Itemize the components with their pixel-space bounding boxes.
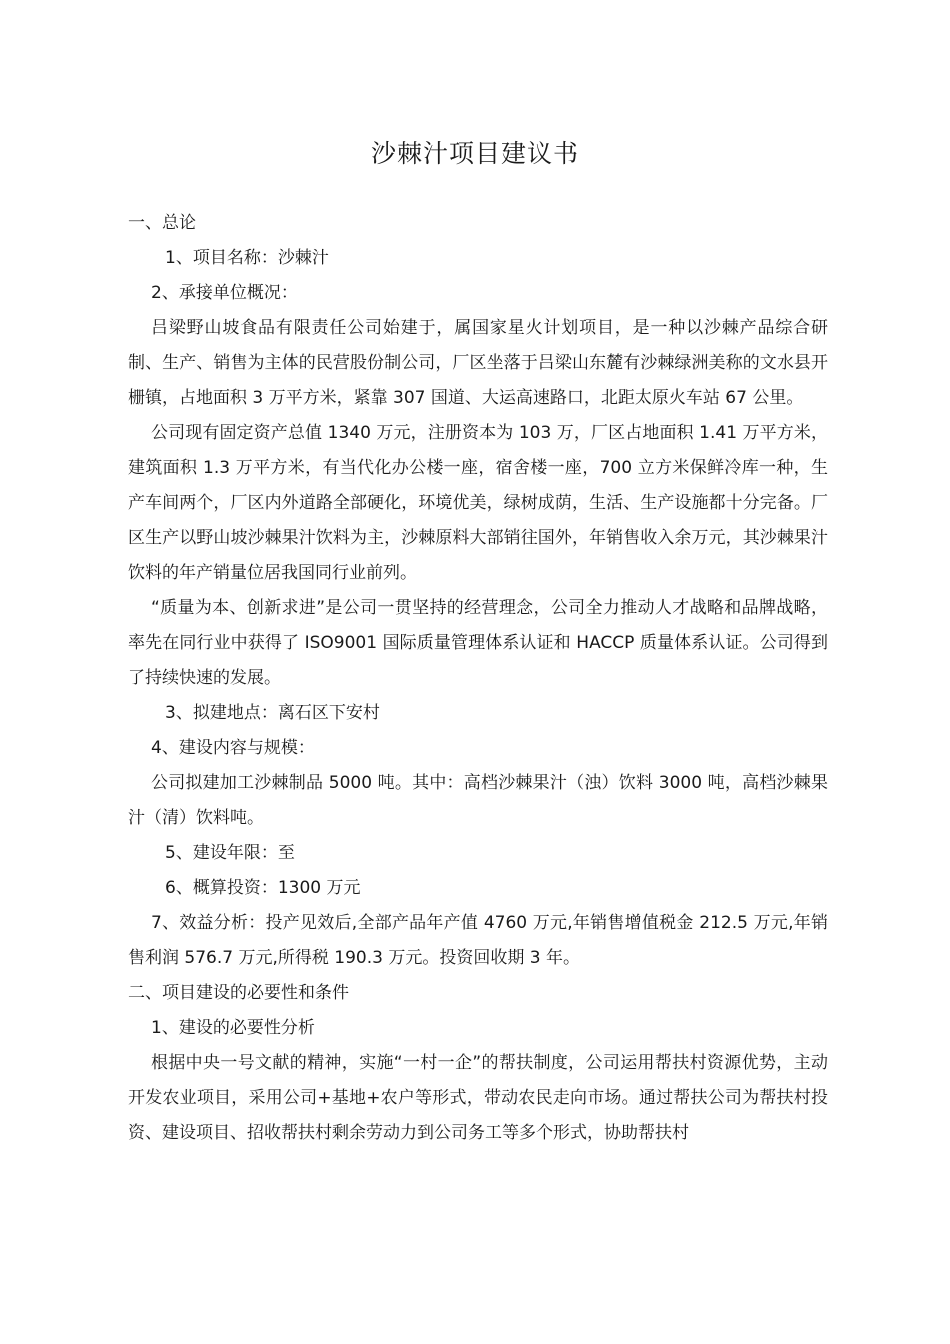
paragraph-company-intro: 吕梁野山坡食品有限责任公司始建于，属国家星火计划项目，是一种以沙棘产品综合研制、生产、销售为主体的民营股份制公司，厂区坐落于吕梁山东麓有沙棘绿洲美称的文水县开栅镇，占地面积 3 万平方米，紧靠 307 国道、大运高速路口，北距太原火车站 67 公里。: [128, 318, 828, 408]
paragraph-quality-philosophy: “质量为本、创新求进”是公司一贯坚持的经营理念，公司全力推动人才战略和品牌战略，率先在同行业中获得了 ISO9001 国际质量管理体系认证和 HACCP 质量体系认证。公司得到了持续快速的发展。: [128, 598, 828, 688]
document-title: 沙棘汁项目建议书: [370, 139, 579, 168]
item-location: 3、拟建地点：离石区下安村: [165, 703, 380, 723]
item-project-name: 1、项目名称：沙棘汁: [165, 248, 329, 268]
section-heading-overview: 一、总论: [128, 213, 196, 233]
paragraph-company-assets: 公司现有固定资产总值 1340 万元，注册资本为 103 万，厂区占地面积 1.41 万平方米，建筑面积 1.3 万平方米，有当代化办公楼一座，宿舍楼一座，700 立方米保鲜冷库一种，生产车间两个，厂区内外道路全部硬化，环境优美，绿树成荫，生活、生产设施都十分完备。厂区生产以野山坡沙棘果汁饮料为主，沙棘原料大部销往国外，年销售收入余万元，其沙棘果汁饮料的年产销量位居我国同行业前列。: [128, 423, 829, 583]
item-necessity-analysis: 1、建设的必要性分析: [151, 1018, 315, 1038]
paragraph-necessity-detail: 根据中央一号文献的精神，实施“一村一企”的帮扶制度，公司运用帮扶村资源优势，主动开发农业项目，采用公司+基地+农户等形式，带动农民走向市场。通过帮扶公司为帮扶村投资、建设项目、招收帮扶村剩余劳动力到公司务工等多个形式，协助帮扶村: [128, 1053, 828, 1143]
item-investment: 6、概算投资：1300 万元: [165, 878, 361, 898]
document-body: [128, 206, 828, 1151]
item-construction-period: 5、建设年限：至: [165, 843, 295, 863]
paragraph-benefit-analysis: 7、效益分析：投产见效后,全部产品年产值 4760 万元,年销售增值税金 212.5 万元,年销售利润 576.7 万元,所得税 190.3 万元。投资回收期 3 年。: [128, 913, 828, 968]
item-scope: 4、建设内容与规模：: [151, 738, 315, 758]
paragraph-scope-detail: 公司拟建加工沙棘制品 5000 吨。其中：高档沙棘果汁（浊）饮料 3000 吨，高档沙棘果汁（清）饮料吨。: [128, 773, 828, 828]
item-company-overview: 2、承接单位概况：: [151, 283, 298, 303]
section-heading-necessity: 二、项目建设的必要性和条件: [128, 983, 349, 1003]
